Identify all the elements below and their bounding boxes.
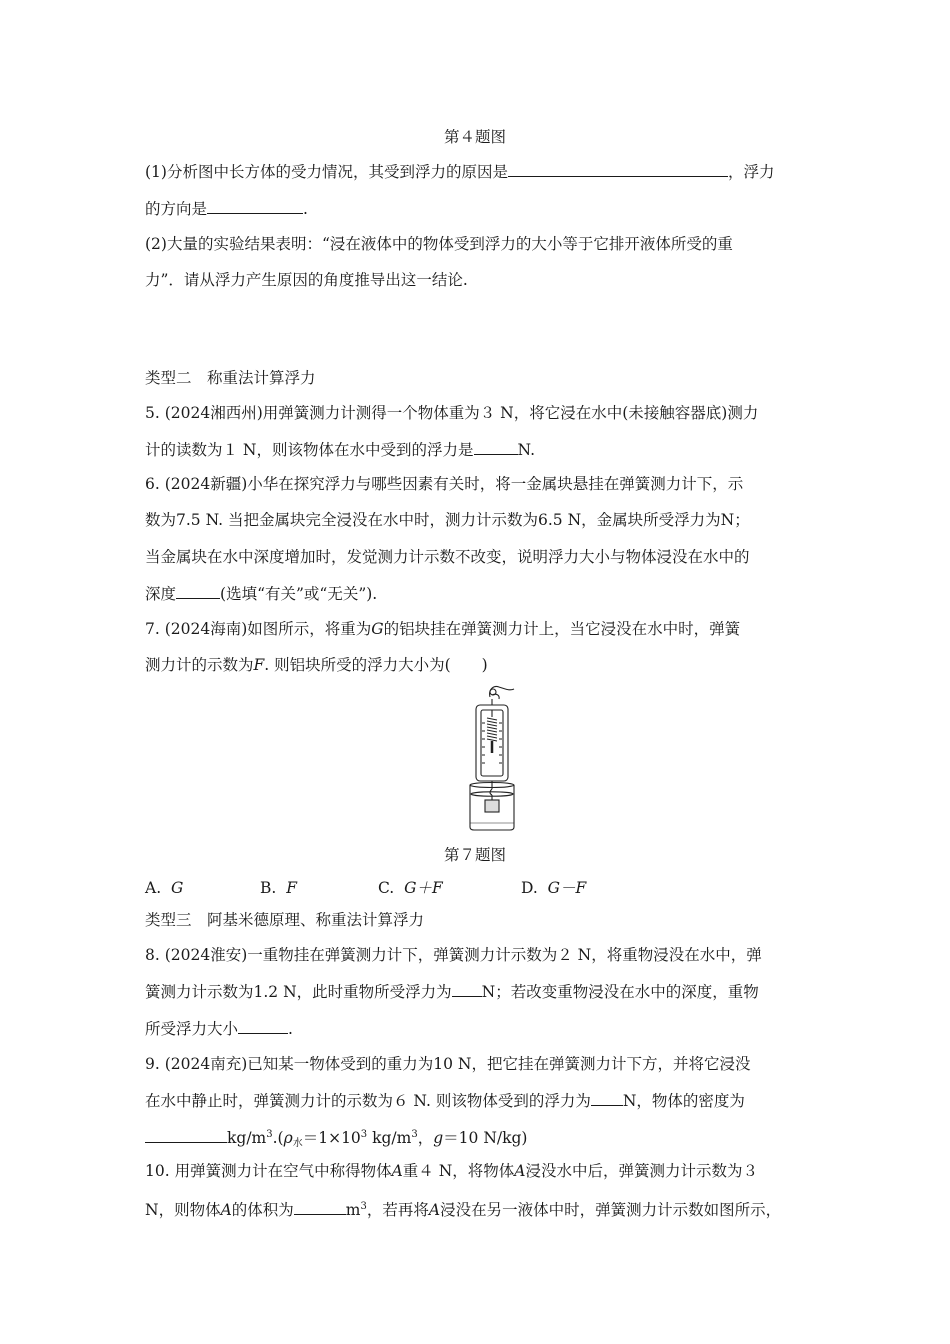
q7-option-c[interactable] — [378, 878, 443, 898]
q9-text-b2: N，物体的密度为 — [622, 1092, 745, 1110]
q7-text-a2: 的铝块挂在弹簧测力计上，当它浸没在水中时，弹簧 — [383, 620, 741, 638]
q10-symbol-a-2: A — [514, 1162, 526, 1180]
q9-answer-blank-2[interactable] — [145, 1127, 227, 1143]
spring-scale-beaker-figure — [466, 683, 522, 831]
q8-line1: 8. (2024淮安)一重物挂在弹簧测力计下，弹簧测力计示数为２ N，将重物浸没在水中，弹 — [145, 946, 762, 964]
q9-symbol-g: g — [433, 1129, 444, 1147]
q8-text-c1: 所受浮力大小 — [145, 1020, 239, 1038]
section-heading-type3: 类型三 阿基米德原理、称重法计算浮力 — [145, 911, 425, 929]
q9-unit-exponent: 3 — [266, 1129, 273, 1140]
q8-answer-blank-2[interactable] — [238, 1018, 288, 1034]
q10-text-a3: 浸没水中后，弹簧测力计示数为３ — [525, 1162, 759, 1180]
q7-text-a: 7. (2024海南)如图所示，将重为 — [145, 620, 372, 638]
q7-option-b[interactable] — [260, 878, 297, 898]
q10-text-b2: 的体积为 — [231, 1201, 294, 1219]
q8-text-c2: . — [288, 1020, 293, 1038]
option-a-value: G — [170, 879, 184, 897]
q10-line2 — [145, 1197, 781, 1220]
option-b-label: B. — [260, 879, 277, 897]
q10-symbol-a-4: A — [428, 1201, 441, 1219]
q9-line3 — [145, 1125, 527, 1154]
option-b-value: F — [286, 879, 297, 897]
q4-part1-text-c: 的方向是 — [145, 200, 208, 218]
q7-symbol-g: G — [371, 620, 384, 638]
q7-text-b1: 测力计的示数为 — [145, 656, 254, 674]
q10-line1 — [145, 1161, 758, 1181]
figure-4-caption: 第４题图 — [443, 128, 506, 146]
q10-text-a1: 10. 用弹簧测力计在空气中称得物体 — [145, 1162, 392, 1180]
q9-subscript-water: 水 — [292, 1138, 303, 1149]
q8-line2 — [145, 981, 759, 1002]
option-a-label: A. — [145, 879, 162, 897]
option-c-label: C. — [378, 879, 395, 897]
q5-text-b: 计的读数为１ N，则该物体在水中受到的浮力是 — [145, 441, 474, 459]
q9-exponent-3: 3 — [411, 1129, 418, 1140]
q9-answer-blank-1[interactable] — [591, 1090, 623, 1106]
q8-text-b2: N；若改变重物浸没在水中的深度，重物 — [481, 983, 759, 1001]
q10-answer-blank[interactable] — [294, 1199, 346, 1215]
q9-text-c6: ＝10 N/kg) — [443, 1129, 528, 1147]
q4-part1-line1 — [145, 161, 774, 182]
q9-text-c2: .( — [272, 1129, 284, 1147]
aluminium-block — [485, 800, 499, 812]
q6-line2: 数为7.5 N. 当把金属块完全浸没在水中时，测力计示数为6.5 N，金属块所受浮力为N； — [145, 511, 750, 529]
section-heading-type2: 类型二 称重法计算浮力 — [145, 369, 316, 387]
q6-text-d2: (选填“有关”或“无关”). — [220, 585, 378, 603]
q6-line4 — [145, 583, 377, 604]
q7-option-a[interactable] — [145, 878, 183, 898]
q9-exponent-2: 3 — [360, 1129, 368, 1140]
q6-text-d1: 深度 — [145, 585, 177, 603]
q6-line1: 6. (2024新疆)小华在探究浮力与哪些因素有关时，将一金属块悬挂在弹簧测力计下，示 — [145, 475, 744, 493]
q9-text-c4: kg/m — [367, 1129, 412, 1147]
q4-answer-blank-1[interactable] — [508, 161, 728, 177]
q8-text-b1: 簧测力计示数为1.2 N，此时重物所受浮力为 — [145, 983, 452, 1001]
q7-symbol-f: F — [253, 656, 265, 674]
q9-text-c5: ， — [417, 1129, 434, 1147]
q9-symbol-rho: ρ — [283, 1129, 293, 1147]
q9-unit: kg/m — [227, 1129, 267, 1147]
q10-text-b5: 浸没在另一液体中时，弹簧测力计示数如图所示， — [440, 1201, 782, 1219]
q5-line2 — [145, 439, 535, 460]
q10-text-b1: N，则物体 — [145, 1201, 221, 1219]
q6-answer-blank[interactable] — [176, 583, 220, 599]
q9-text-b1: 在水中静止时，弹簧测力计的示数为６ N. 则该物体受到的浮力为 — [145, 1092, 591, 1110]
q4-part1-line2 — [145, 198, 308, 219]
q5-answer-blank[interactable] — [474, 439, 518, 455]
q4-answer-blank-2[interactable] — [207, 198, 303, 214]
q8-answer-blank-1[interactable] — [452, 981, 482, 997]
q9-line1: 9. (2024南充)已知某一物体受到的重力为10 N，把它挂在弹簧测力计下方，并将它浸没 — [145, 1055, 751, 1073]
q10-symbol-a: A — [391, 1162, 403, 1180]
q10-unit-exponent: 3 — [360, 1201, 367, 1212]
q6-line3: 当金属块在水中深度增加时，发觉测力计示数不改变，说明浮力大小与物体浸没在水中的 — [145, 548, 750, 566]
q5-line1: 5. (2024湘西州)用弹簧测力计测得一个物体重为３ N，将它浸在水中(未接触容器底)测力 — [145, 404, 759, 422]
option-c-value: G＋F — [404, 879, 443, 897]
q4-part1-text-d: . — [303, 200, 308, 218]
q10-text-a2: 重４ N，将物体 — [402, 1162, 515, 1180]
spring-icon — [487, 710, 497, 741]
q4-part2-line2: 力”．请从浮力产生原因的角度推导出这一结论. — [145, 271, 468, 289]
q4-part1-text-b: ，浮力 — [727, 163, 775, 181]
q10-text-b3: m — [345, 1201, 361, 1219]
q10-symbol-a-3: A — [220, 1201, 232, 1219]
q4-part1-text: (1)分析图中长方体的受力情况，其受到浮力的原因是 — [145, 163, 508, 181]
figure-7-caption: 第７题图 — [443, 846, 506, 864]
q9-line2 — [145, 1090, 745, 1111]
q9-text-c3: ＝1×10 — [302, 1129, 361, 1147]
q5-text-c: N. — [517, 441, 535, 459]
q7-line1 — [145, 619, 740, 639]
option-d-value: G－F — [547, 879, 587, 897]
q4-part2-line1: (2)大量的实验结果表明：“浸在液体中的物体受到浮力的大小等于它排开液体所受的重 — [145, 235, 733, 253]
q7-text-b2: . 则铝块所受的浮力大小为( ) — [264, 656, 488, 674]
option-d-label: D. — [521, 879, 538, 897]
q7-option-d[interactable] — [521, 878, 586, 898]
q10-text-b4: ，若再将 — [366, 1201, 429, 1219]
q7-line2 — [145, 655, 488, 675]
q8-line3 — [145, 1018, 293, 1039]
